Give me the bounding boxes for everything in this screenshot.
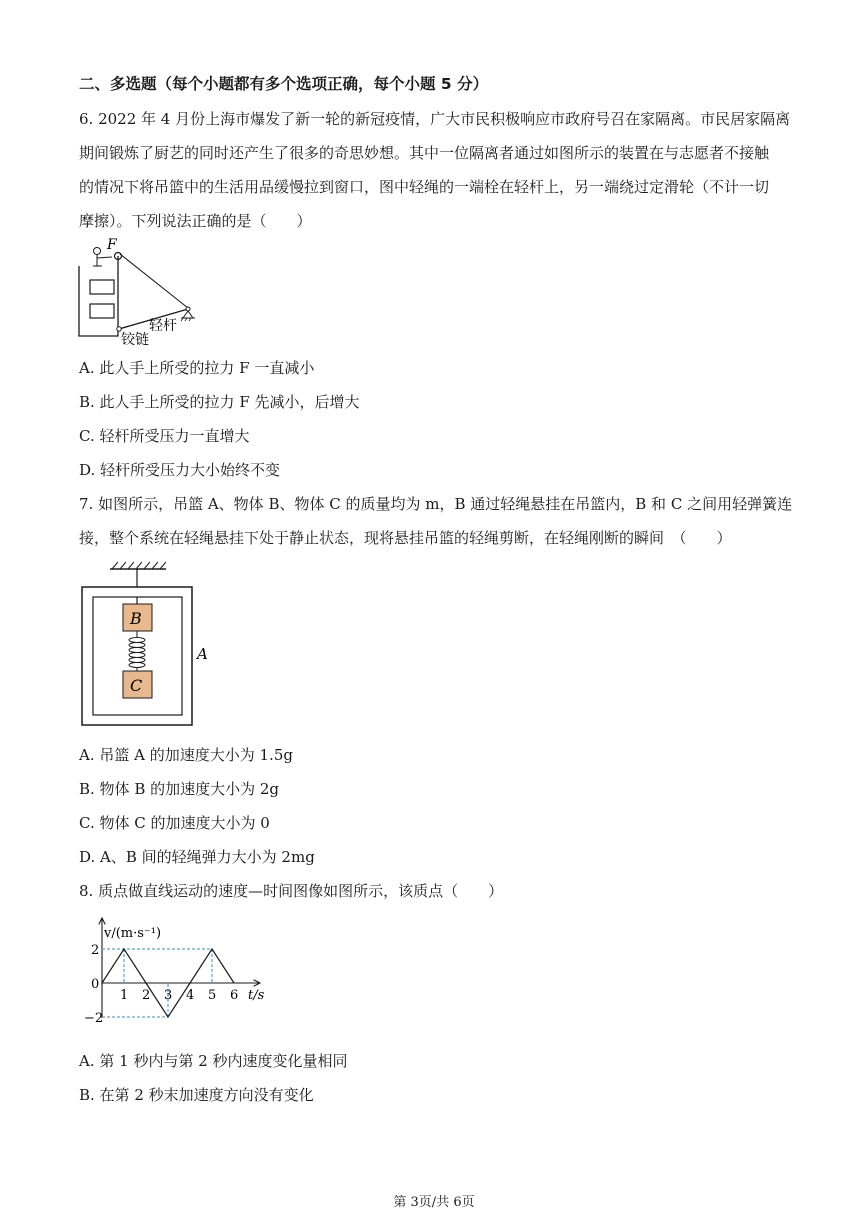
section-heading: 二、多选题（每个小题都有多个选项正确，每个小题 5 分） xyxy=(79,75,489,93)
q7-option-b[interactable]: B. 物体 B 的加速度大小为 2g xyxy=(79,780,280,798)
y-axis-label: v/(m·s⁻¹) xyxy=(104,926,162,941)
x-tick-label: 1 xyxy=(120,988,129,1003)
block-c-label: C xyxy=(130,676,143,695)
q7-option-a[interactable]: A. 吊篮 A 的加速度大小为 1.5g xyxy=(79,746,293,764)
x-tick-label: 4 xyxy=(186,988,195,1003)
y-tick-label: 0 xyxy=(91,977,100,992)
q6-text-line: 6. 2022 年 4 月份上海市爆发了新一轮的新冠疫情，广大市民积极响应市政府号召在家隔离。市民居家隔离 xyxy=(79,110,791,128)
q8-option-b[interactable]: B. 在第 2 秒末加速度方向没有变化 xyxy=(79,1086,314,1104)
q8-text-line: 8. 质点做直线运动的速度—时间图像如图所示，该质点（ ） xyxy=(79,882,504,900)
q7-basket-figure xyxy=(80,562,220,732)
q7-text-line: 接，整个系统在轻绳悬挂下处于静止状态，现将悬挂吊篮的轻绳剪断，在轻绳刚断的瞬间 （ ） xyxy=(79,529,732,547)
vt-graph xyxy=(80,915,280,1035)
q6-text-line: 的情况下将吊篮中的生活用品缓慢拉到窗口，图中轻绳的一端栓在轻杆上，另一端绕过定滑轮（不计一切 xyxy=(79,178,770,196)
q8-option-a[interactable]: A. 第 1 秒内与第 2 秒内速度变化量相同 xyxy=(79,1052,348,1070)
x-tick-label: 3 xyxy=(164,988,173,1003)
x-tick-label: 2 xyxy=(142,988,151,1003)
block-b-label: B xyxy=(130,609,142,628)
q6-pulley-figure xyxy=(76,238,206,348)
y-tick-label: 2 xyxy=(91,943,100,958)
q7-text-line: 7. 如图所示，吊篮 A、物体 B、物体 C 的质量均为 m，B 通过轻绳悬挂在吊篮内，B 和 C 之间用轻弹簧连 xyxy=(79,495,793,513)
q6-text-line: 摩擦）。下列说法正确的是（ ） xyxy=(79,212,312,230)
x-tick-label: 5 xyxy=(208,988,217,1003)
y-tick-label: −2 xyxy=(84,1011,104,1026)
page-footer: 第 3页/共 6页 xyxy=(393,1195,475,1210)
q6-text-line: 期间锻炼了厨艺的同时还产生了很多的奇思妙想。其中一位隔离者通过如图所示的装置在与志愿者不接触 xyxy=(79,144,770,162)
x-axis-label: t/s xyxy=(248,988,265,1003)
rod-label: 轻杆 xyxy=(149,318,177,334)
x-tick-label: 6 xyxy=(230,988,239,1003)
basket-a-label: A xyxy=(197,645,208,663)
q6-option-b[interactable]: B. 此人手上所受的拉力 F 先减小，后增大 xyxy=(79,393,360,411)
q7-option-d[interactable]: D. A、B 间的轻绳弹力大小为 2mg xyxy=(79,848,315,866)
force-label: F xyxy=(107,237,117,253)
hinge-label: 铰链 xyxy=(121,332,149,348)
q6-option-a[interactable]: A. 此人手上所受的拉力 F 一直减小 xyxy=(79,359,315,377)
q6-option-c[interactable]: C. 轻杆所受压力一直增大 xyxy=(79,427,250,445)
q6-option-d[interactable]: D. 轻杆所受压力大小始终不变 xyxy=(79,461,281,479)
q7-option-c[interactable]: C. 物体 C 的加速度大小为 0 xyxy=(79,814,270,832)
